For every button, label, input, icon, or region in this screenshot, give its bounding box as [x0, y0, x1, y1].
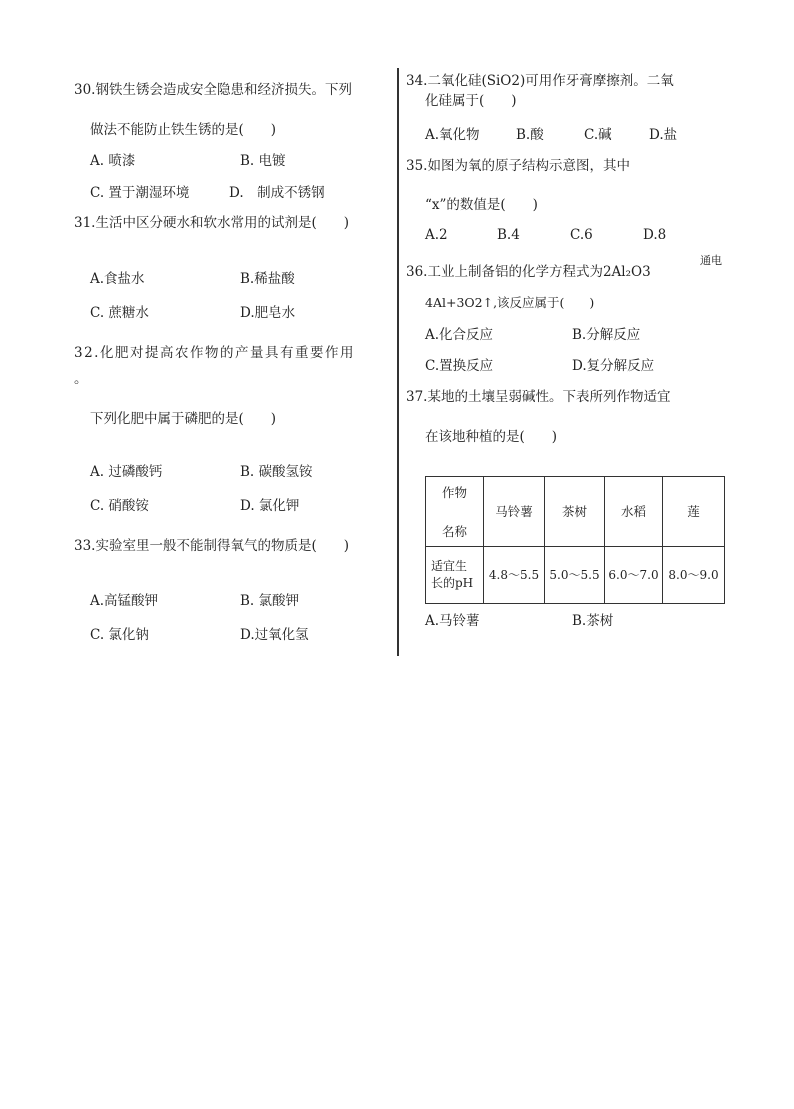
row-label-cell: [426, 547, 484, 604]
q34-option-b: B.酸: [516, 127, 544, 143]
header-label-bottom: 名称: [441, 523, 467, 539]
q34-option-a: A.氧化物: [425, 127, 480, 143]
header-label-top: 作物: [441, 484, 467, 500]
crop-name-cell: 水稻: [605, 477, 663, 547]
table-header-row: [426, 477, 725, 547]
q30-stem-line2: 做法不能防止铁生锈的是( ): [90, 122, 277, 138]
crop-name-cell: 马铃薯: [484, 477, 545, 547]
row-label-bottom: 长的pH: [431, 576, 474, 590]
q37-option-b: B.茶树: [572, 613, 614, 629]
q33-option-b: B. 氯酸钾: [240, 593, 300, 609]
q35-option-c: C.6: [570, 227, 593, 243]
q31-option-a: A.食盐水: [90, 271, 145, 287]
table-ph-row: [426, 547, 725, 604]
ph-value-cell: 5.0～5.5: [545, 547, 605, 604]
q34-stem-line1: 34.二氧化硅(SiO2)可用作牙膏摩擦剂。二氧: [406, 73, 674, 89]
q32-stem-period: 。: [74, 371, 88, 387]
q35-stem-line2: “x”的数值是( ): [425, 197, 538, 213]
q32-stem-line2: 下列化肥中属于磷肥的是( ): [90, 411, 277, 427]
crop-ph-table: [425, 476, 725, 604]
q30-option-a: A. 喷漆: [90, 153, 136, 169]
q33-option-c: C. 氯化钠: [90, 627, 149, 643]
q36-reaction-condition: 通电: [700, 254, 722, 267]
q36-option-a: A.化合反应: [425, 327, 494, 343]
q35-option-d: D.8: [643, 227, 667, 243]
q34-option-d: D.盐: [649, 127, 678, 143]
q34-stem-line2: 化硅属于( ): [425, 93, 517, 109]
q37-stem-line1: 37.某地的土壤呈弱碱性。下表所列作物适宜: [406, 389, 671, 405]
q35-stem-line1: 35.如图为氧的原子结构示意图，其中: [406, 158, 630, 174]
q30-option-b: B. 电镀: [240, 153, 286, 169]
column-divider: [397, 68, 399, 656]
q30-option-d: D. 制成不锈钢: [229, 185, 325, 201]
crop-name-cell: 莲: [663, 477, 725, 547]
q32-option-a: A. 过磷酸钙: [90, 464, 163, 480]
q36-option-b: B.分解反应: [572, 327, 641, 343]
q36-option-d: D.复分解反应: [572, 358, 655, 374]
ph-value-cell: 8.0～9.0: [663, 547, 725, 604]
q33-stem: 33.实验室里一般不能制得氧气的物质是( ): [74, 538, 350, 554]
q36-option-c: C.置换反应: [425, 358, 494, 374]
q32-option-d: D. 氯化钾: [240, 498, 300, 514]
q30-stem-line1: 30.钢铁生锈会造成安全隐患和经济损失。下列: [74, 82, 352, 98]
row-label-top: 适宜生: [431, 559, 468, 573]
q37-stem-line2: 在该地种植的是( ): [425, 429, 558, 445]
q37-option-a: A.马铃薯: [425, 613, 480, 629]
q36-stem-line1: 36.工业上制备铝的化学方程式为2Al₂O3: [406, 264, 651, 280]
q33-option-d: D.过氧化氢: [240, 627, 309, 643]
crop-name-cell: 茶树: [545, 477, 605, 547]
q35-option-b: B.4: [497, 227, 520, 243]
q32-option-b: B. 碳酸氢铵: [240, 464, 313, 480]
q31-option-b: B.稀盐酸: [240, 271, 295, 287]
q36-stem-line2: 4Al+3O2↑,该反应属于( ): [425, 295, 595, 310]
q32-stem-line1: 32.化肥对提高农作物的产量具有重要作用: [74, 345, 355, 361]
ph-value-cell: 4.8～5.5: [484, 547, 545, 604]
q34-option-c: C.碱: [584, 127, 612, 143]
table-header-cell: [426, 477, 484, 547]
q30-option-c: C. 置于潮湿环境: [90, 185, 190, 201]
q31-option-c: C. 蔗糖水: [90, 305, 149, 321]
ph-value-cell: 6.0～7.0: [605, 547, 663, 604]
q33-option-a: A.高锰酸钾: [90, 593, 159, 609]
q35-option-a: A.2: [425, 227, 448, 243]
q31-option-d: D.肥皂水: [240, 305, 296, 321]
q32-option-c: C. 硝酸铵: [90, 498, 149, 514]
q31-stem: 31.生活中区分硬水和软水常用的试剂是( ): [74, 215, 350, 231]
